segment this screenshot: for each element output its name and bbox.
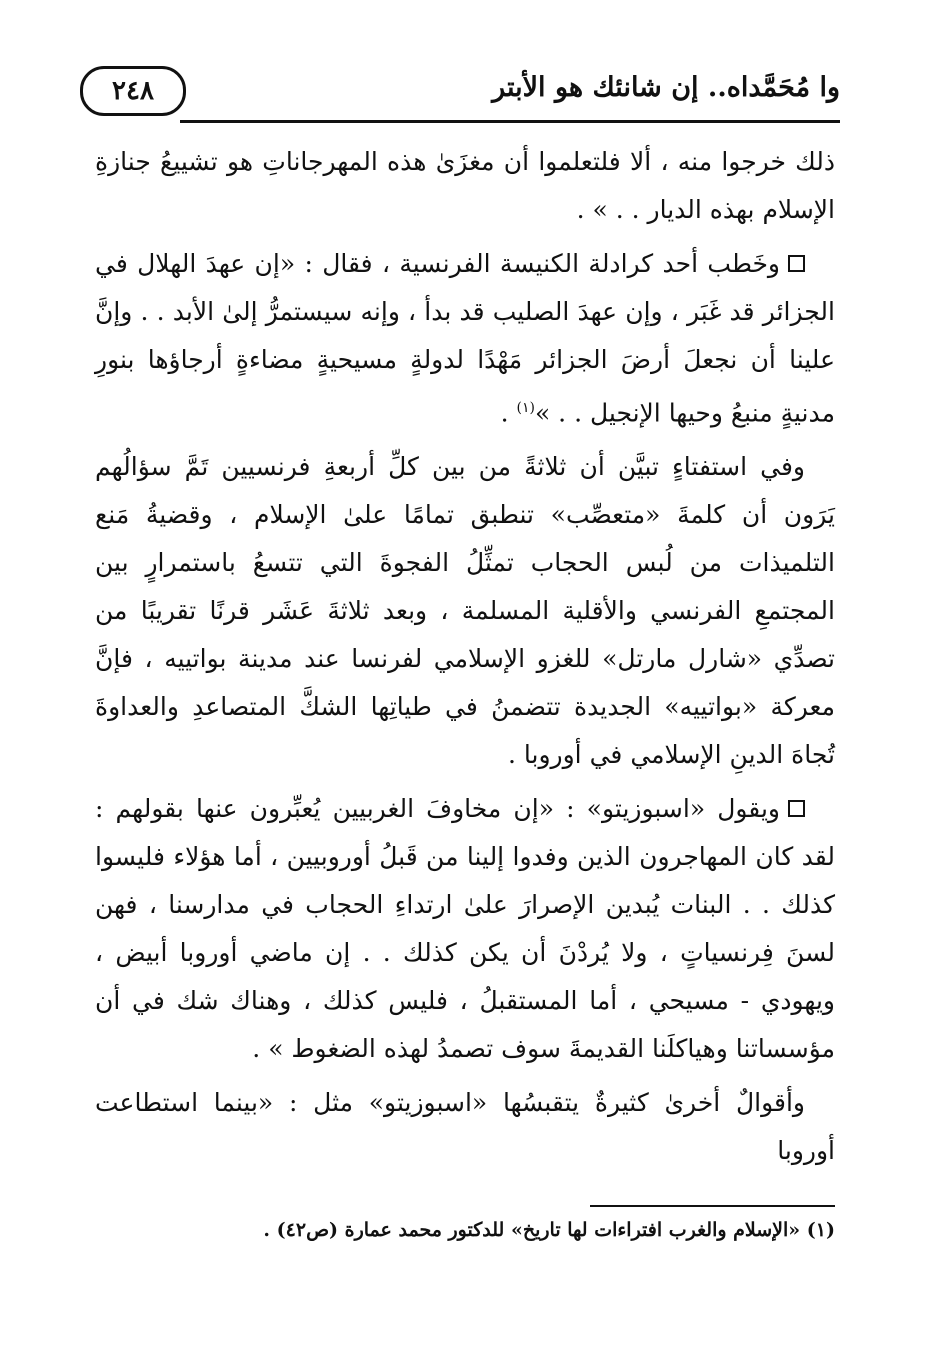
footnote: (١) «الإسلام والغرب افتراءات لها تاريخ» للدكتور محمد عمارة (ص٤٢) . bbox=[263, 1219, 835, 1241]
page-number-badge bbox=[80, 66, 186, 116]
paragraph-5: وأقوالٌ أخرىٰ كثيرةٌ يتقبسُها «اسبوزيتو» مثل : «بينما استطاعت أوروبا bbox=[95, 1088, 835, 1166]
square-bullet-icon bbox=[788, 255, 805, 272]
page-number: ٢٤٨ bbox=[112, 76, 154, 106]
paragraph-1: ذلك خرجوا منه ، ألا فلتعلموا أن مغزَىٰ هذه المهرجاناتِ هو تشييعُ جنازةِ الإسلام بهذه الديار . . » . bbox=[95, 147, 835, 224]
footnote-reference[interactable]: (١) bbox=[516, 400, 535, 416]
square-bullet-icon bbox=[788, 800, 805, 817]
paragraph-2-end: . bbox=[500, 398, 517, 428]
page-header bbox=[80, 58, 840, 126]
paragraph-2-text: وخَطب أحد كرادلة الكنيسة الفرنسية ، فقال : «إن عهدَ الهلال في الجزائر قد غَبَر ، وإن عهدَ الصليب قد بدأ ، وإنه سيستمرُّ إلىٰ الأبد . . وإنَّ علينا أن نجعلَ أرضَ الجزائر مَهْدًا لدولةٍ مسيحيةٍ مضاءةٍ أرجاؤها بنورِ مدنيةٍ منبعُ وحيها الإنجيل . . » bbox=[95, 249, 835, 428]
body-text bbox=[95, 138, 835, 1175]
paragraph-3: وفي استفتاءٍ تبيَّن أن ثلاثةً من بين كلِّ أربعةِ فرنسيين تَمَّ سؤالُهم يَرَون أن كلمةَ «متعصِّب» تنطبق تمامًا علىٰ الإسلام ، وقضيةُ مَنع التلميذات من لُبس الحجاب تمثِّلُ الفجوةَ التي تتسعُ باستمرارٍ بين المجتمعِ الفرنسي والأقلية المسلمة ، وبعد ثلاثةَ عَشَر قرنًا تقريبًا من تصدِّي «شارل مارتل» للغزو الإسلامي لفرنسا عند مدينة بواتييه ، فإنَّ معركة «بواتييه» الجديدة تتضمنُ في طياتِها الشكَّ المتصاعدِ والعداوةَ تُجاهَ الدينِ الإسلامي في أوروبا . bbox=[95, 452, 835, 770]
paragraph-2 bbox=[95, 240, 835, 437]
running-title: وا مُحَمَّداه.. إن شانئك هو الأبتر bbox=[492, 72, 840, 103]
footnote-rule bbox=[590, 1205, 835, 1207]
paragraph-4 bbox=[95, 785, 835, 1073]
header-rule bbox=[180, 120, 840, 123]
paragraph-4-text: ويقول «اسبوزيتو» : «إن مخاوفَ الغربيين يُعبِّرون عنها بقولهم : لقد كان المهاجرون الذين وفدوا إلينا من قَبلُ أوروبيين ، أما هؤلاء فليسوا كذلك . . البنات يُبدين الإصرارَ علىٰ ارتداءِ الحجاب في مدارسنا ، فهن لسنَ فِرنسياتٍ ، ولا يُردْنَ أن يكن كذلك . . إن ماضي أوروبا أبيض ، ويهودي - مسيحي ، أما المستقبلُ ، فليس كذلك ، وهناك شك في أن مؤسساتنا وهياكلَنا القديمةَ سوف تصمدُ لهذه الضغوط » . bbox=[95, 794, 835, 1064]
